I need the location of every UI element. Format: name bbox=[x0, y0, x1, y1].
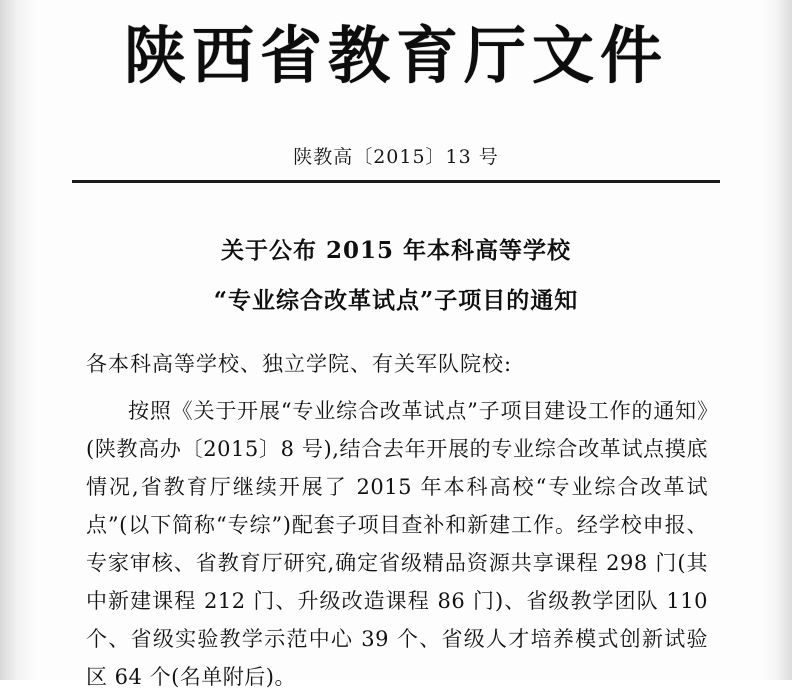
document-number: 陕教高〔2015〕13 号 bbox=[293, 146, 499, 168]
subject-line-1: 关于公布 2015 年本科高等学校 bbox=[220, 237, 572, 264]
document-body bbox=[86, 392, 708, 696]
body-paragraph-1: 按照《关于开展“专业综合改革试点”子项目建设工作的通知》(陕教高办〔2015〕8 号),结合去年开展的专业综合改革试点摸底情况,省教育厅继续开展了 2015 年本科高校“专业综合改革试点”(以下简称“专综”)配套子项目查补和新建工作。经学校申报、专家审核、省教育厅研究,确定省级精品资源共享课程 298 门(其中新建课程 212 门、升级改造课程 86 门)、省级教学团队 110 个、省级实验教学示范中心 39 个、省级人才培养模式创新试验区 64 个(名单附后)。 bbox=[86, 399, 708, 689]
salutation: 各本科高等学校、独立学院、有关军队院校: bbox=[86, 352, 513, 376]
header-divider-rule bbox=[72, 180, 720, 183]
document-title: 陕西省教育厅文件 bbox=[123, 19, 668, 92]
subject-line-2: “专业综合改革试点”子项目的通知 bbox=[213, 287, 579, 314]
